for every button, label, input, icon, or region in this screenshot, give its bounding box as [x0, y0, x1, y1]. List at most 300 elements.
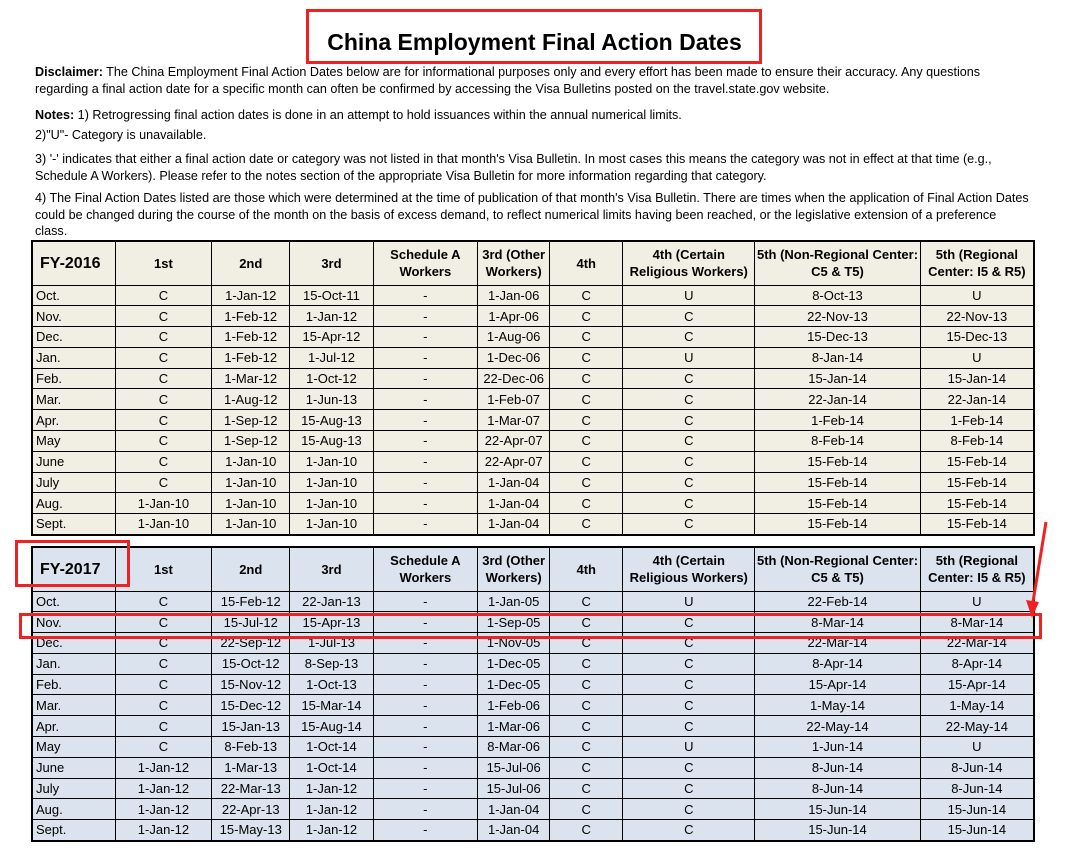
disclaimer-label: Disclaimer: — [35, 65, 103, 79]
date-cell: 15-Nov-12 — [212, 674, 290, 695]
date-cell: C — [550, 327, 623, 348]
date-cell: 1-Jan-10 — [290, 451, 373, 472]
date-cell: C — [550, 514, 623, 535]
date-cell: 1-Oct-12 — [290, 368, 373, 389]
date-cell: - — [373, 285, 478, 306]
date-cell: - — [373, 389, 478, 410]
date-cell: C — [623, 653, 755, 674]
date-cell: 1-Jan-04 — [478, 472, 550, 493]
date-cell: C — [623, 472, 755, 493]
month-cell: May — [32, 737, 115, 758]
date-cell: 15-Aug-13 — [290, 431, 373, 452]
table-row — [32, 431, 1034, 452]
date-cell: 1-Oct-13 — [290, 674, 373, 695]
month-cell: Feb. — [32, 674, 115, 695]
table-row — [32, 612, 1034, 633]
date-cell: C — [623, 778, 755, 799]
table-row — [32, 285, 1034, 306]
fy-2016-header-row — [32, 241, 1034, 285]
date-cell: - — [373, 716, 478, 737]
date-cell: 8-Feb-14 — [920, 431, 1034, 452]
note-1 — [35, 107, 1030, 124]
date-cell: - — [373, 368, 478, 389]
date-cell: 8-Feb-13 — [212, 737, 290, 758]
date-cell: C — [115, 633, 211, 654]
date-cell: 8-Sep-13 — [290, 653, 373, 674]
date-cell: 22-Feb-14 — [755, 591, 920, 612]
date-cell: - — [373, 778, 478, 799]
month-cell: Nov. — [32, 306, 115, 327]
date-cell: 1-May-14 — [920, 695, 1034, 716]
date-cell: 1-Feb-06 — [478, 695, 550, 716]
notes-label: Notes: — [35, 108, 75, 122]
date-cell: 1-Mar-12 — [212, 368, 290, 389]
date-cell: C — [550, 591, 623, 612]
date-cell: C — [623, 493, 755, 514]
date-cell: C — [623, 820, 755, 841]
date-cell: 15-Feb-14 — [920, 451, 1034, 472]
date-cell: C — [623, 431, 755, 452]
table-row — [32, 591, 1034, 612]
month-cell: June — [32, 451, 115, 472]
table-row — [32, 451, 1034, 472]
table-row — [32, 757, 1034, 778]
date-cell: 15-Jul-12 — [212, 612, 290, 633]
date-cell: 1-Feb-07 — [478, 389, 550, 410]
date-cell: 15-Jul-06 — [478, 757, 550, 778]
date-cell: 8-Jun-14 — [920, 757, 1034, 778]
date-cell: 22-May-14 — [755, 716, 920, 737]
date-cell: C — [623, 306, 755, 327]
date-cell: U — [920, 591, 1034, 612]
date-cell: C — [115, 285, 211, 306]
date-cell: 15-Feb-14 — [920, 493, 1034, 514]
date-cell: 1-Jan-12 — [290, 799, 373, 820]
column-header: 4th (Certain Religious Workers) — [623, 547, 755, 591]
date-cell: 1-Aug-06 — [478, 327, 550, 348]
date-cell: C — [550, 389, 623, 410]
date-cell: C — [623, 799, 755, 820]
date-cell: 1-Dec-06 — [478, 347, 550, 368]
month-cell: Mar. — [32, 389, 115, 410]
table-row — [32, 778, 1034, 799]
date-cell: 1-Sep-12 — [212, 410, 290, 431]
date-cell: 15-Dec-12 — [212, 695, 290, 716]
date-cell: 15-Oct-12 — [212, 653, 290, 674]
date-cell: 1-Jan-12 — [290, 820, 373, 841]
date-cell: 1-Sep-12 — [212, 431, 290, 452]
column-header: 5th (Regional Center: I5 & R5) — [920, 547, 1034, 591]
date-cell: 15-Oct-11 — [290, 285, 373, 306]
date-cell: 22-Jan-14 — [920, 389, 1034, 410]
date-cell: C — [115, 472, 211, 493]
table-row — [32, 653, 1034, 674]
date-cell: 1-Jan-12 — [115, 820, 211, 841]
date-cell: 1-Mar-13 — [212, 757, 290, 778]
date-cell: U — [623, 737, 755, 758]
date-cell: C — [115, 653, 211, 674]
date-cell: 1-Jan-04 — [478, 820, 550, 841]
date-cell: U — [623, 347, 755, 368]
date-cell: - — [373, 451, 478, 472]
month-cell: June — [32, 757, 115, 778]
fy-label: FY-2016 — [32, 241, 115, 285]
date-cell: C — [623, 410, 755, 431]
fy-2016-body — [32, 285, 1034, 535]
table-row — [32, 368, 1034, 389]
note-3: 3) '-' indicates that either a final action date or category was not listed in that month's Visa Bulletin. In most cases this means the category was not in effect at that time (e.g., Schedule A Workers). Please refer to the notes section of the appropriate Visa Bulletin for more information regarding that category. — [35, 152, 992, 183]
date-cell: 15-Jun-14 — [755, 799, 920, 820]
date-cell: 15-Apr-14 — [755, 674, 920, 695]
date-cell: 1-Aug-12 — [212, 389, 290, 410]
date-cell: 1-Jan-05 — [478, 591, 550, 612]
column-header: 5th (Regional Center: I5 & R5) — [920, 241, 1034, 285]
date-cell: C — [623, 695, 755, 716]
date-cell: 22-Apr-13 — [212, 799, 290, 820]
date-cell: 15-Feb-14 — [755, 493, 920, 514]
table-row — [32, 493, 1034, 514]
date-cell: C — [550, 674, 623, 695]
column-header: 4th (Certain Religious Workers) — [623, 241, 755, 285]
date-cell: C — [623, 327, 755, 348]
date-cell: - — [373, 591, 478, 612]
date-cell: - — [373, 612, 478, 633]
date-cell: C — [115, 612, 211, 633]
column-header: 4th — [550, 241, 623, 285]
disclaimer — [35, 64, 1030, 97]
month-cell: July — [32, 472, 115, 493]
date-cell: 15-Jan-14 — [755, 368, 920, 389]
date-cell: 1-Jan-04 — [478, 493, 550, 514]
date-cell: 1-Jan-10 — [290, 514, 373, 535]
fy-2017-table — [31, 546, 1035, 842]
date-cell: C — [623, 757, 755, 778]
date-cell: - — [373, 633, 478, 654]
date-cell: 22-Apr-07 — [478, 431, 550, 452]
table-row — [32, 410, 1034, 431]
date-cell: 1-Jan-12 — [115, 757, 211, 778]
date-cell: 15-Apr-12 — [290, 327, 373, 348]
date-cell: 1-Apr-06 — [478, 306, 550, 327]
date-cell: C — [550, 653, 623, 674]
fy-2016-table — [31, 240, 1035, 536]
date-cell: 1-Jun-13 — [290, 389, 373, 410]
date-cell: C — [623, 451, 755, 472]
date-cell: - — [373, 431, 478, 452]
date-cell: C — [115, 695, 211, 716]
column-header: 5th (Non-Regional Center: C5 & T5) — [755, 547, 920, 591]
date-cell: 15-Apr-14 — [920, 674, 1034, 695]
date-cell: 22-Dec-06 — [478, 368, 550, 389]
column-header: 2nd — [212, 241, 290, 285]
table-row — [32, 799, 1034, 820]
date-cell: 22-Apr-07 — [478, 451, 550, 472]
date-cell: 1-Jan-04 — [478, 799, 550, 820]
date-cell: 22-Mar-13 — [212, 778, 290, 799]
date-cell: 1-Feb-12 — [212, 347, 290, 368]
month-cell: Dec. — [32, 327, 115, 348]
date-cell: 15-Apr-13 — [290, 612, 373, 633]
month-cell: Mar. — [32, 695, 115, 716]
column-header: 3rd — [290, 547, 373, 591]
date-cell: C — [550, 410, 623, 431]
date-cell: 1-Jan-10 — [290, 472, 373, 493]
date-cell: 1-Jul-12 — [290, 347, 373, 368]
date-cell: C — [550, 737, 623, 758]
month-cell: Apr. — [32, 410, 115, 431]
date-cell: - — [373, 737, 478, 758]
date-cell: 8-Jun-14 — [920, 778, 1034, 799]
date-cell: 8-Jun-14 — [755, 757, 920, 778]
date-cell: 15-Feb-14 — [755, 472, 920, 493]
date-cell: 1-Jan-12 — [290, 778, 373, 799]
column-header: 5th (Non-Regional Center: C5 & T5) — [755, 241, 920, 285]
month-cell: Oct. — [32, 591, 115, 612]
column-header: 4th — [550, 547, 623, 591]
date-cell: 22-Nov-13 — [920, 306, 1034, 327]
fy-2017-body — [32, 591, 1034, 841]
date-cell: C — [550, 347, 623, 368]
month-cell: Sept. — [32, 820, 115, 841]
column-header: 3rd (Other Workers) — [478, 241, 550, 285]
date-cell: - — [373, 653, 478, 674]
date-cell: - — [373, 347, 478, 368]
date-cell: C — [550, 472, 623, 493]
month-cell: Apr. — [32, 716, 115, 737]
date-cell: 15-Jan-14 — [920, 368, 1034, 389]
date-cell: 1-Feb-12 — [212, 306, 290, 327]
table-row — [32, 820, 1034, 841]
table-row — [32, 695, 1034, 716]
date-cell: C — [623, 674, 755, 695]
fy-label: FY-2017 — [32, 547, 115, 591]
date-cell: 22-May-14 — [920, 716, 1034, 737]
date-cell: C — [623, 368, 755, 389]
date-cell: 1-Mar-07 — [478, 410, 550, 431]
date-cell: 22-Nov-13 — [755, 306, 920, 327]
date-cell: 8-Jan-14 — [755, 347, 920, 368]
date-cell: 1-Jan-10 — [290, 493, 373, 514]
month-cell: Oct. — [32, 285, 115, 306]
date-cell: U — [920, 285, 1034, 306]
date-cell: 15-Dec-13 — [920, 327, 1034, 348]
date-cell: - — [373, 327, 478, 348]
fy-2017-header-row — [32, 547, 1034, 591]
date-cell: C — [550, 451, 623, 472]
date-cell: C — [550, 431, 623, 452]
date-cell: U — [920, 347, 1034, 368]
date-cell: 1-May-14 — [755, 695, 920, 716]
date-cell: C — [550, 695, 623, 716]
page-title: China Employment Final Action Dates — [327, 29, 742, 55]
date-cell: 1-Feb-12 — [212, 327, 290, 348]
disclaimer-text: The China Employment Final Action Dates below are for informational purposes only and every effort has been made to ensure their accuracy. Any questions regarding a final action date for a specific month can often be confirmed by accessing the Visa Bulletins posted on the travel.state.gov website. — [35, 65, 981, 96]
date-cell: 1-Jan-10 — [115, 514, 211, 535]
table-row — [32, 472, 1034, 493]
date-cell: - — [373, 757, 478, 778]
month-cell: May — [32, 431, 115, 452]
date-cell: C — [115, 451, 211, 472]
date-cell: 8-Mar-06 — [478, 737, 550, 758]
date-cell: 1-Dec-05 — [478, 674, 550, 695]
date-cell: C — [115, 327, 211, 348]
date-cell: - — [373, 410, 478, 431]
table-row — [32, 347, 1034, 368]
date-cell: C — [115, 737, 211, 758]
date-cell: 1-Dec-05 — [478, 653, 550, 674]
date-cell: 15-Jul-06 — [478, 778, 550, 799]
date-cell: 1-Jan-04 — [478, 514, 550, 535]
table-row — [32, 716, 1034, 737]
date-cell: C — [623, 633, 755, 654]
date-cell: C — [115, 306, 211, 327]
date-cell: - — [373, 820, 478, 841]
date-cell: 1-Jan-12 — [212, 285, 290, 306]
table-row — [32, 737, 1034, 758]
column-header: 1st — [115, 547, 211, 591]
date-cell: 8-Oct-13 — [755, 285, 920, 306]
date-cell: 22-Jan-13 — [290, 591, 373, 612]
date-cell: C — [115, 716, 211, 737]
date-cell: C — [623, 612, 755, 633]
date-cell: - — [373, 306, 478, 327]
date-cell: 8-Jun-14 — [755, 778, 920, 799]
date-cell: 15-Jun-14 — [920, 820, 1034, 841]
month-cell: Jan. — [32, 653, 115, 674]
date-cell: 1-Jul-13 — [290, 633, 373, 654]
date-cell: C — [623, 389, 755, 410]
date-cell: 1-Oct-14 — [290, 737, 373, 758]
date-cell: - — [373, 674, 478, 695]
date-cell: C — [550, 799, 623, 820]
date-cell: 1-Oct-14 — [290, 757, 373, 778]
date-cell: 1-Jan-10 — [212, 472, 290, 493]
date-cell: C — [623, 514, 755, 535]
month-cell: Feb. — [32, 368, 115, 389]
date-cell: 8-Apr-14 — [920, 653, 1034, 674]
date-cell: U — [623, 591, 755, 612]
date-cell: C — [115, 674, 211, 695]
note-2: 2)"U"- Category is unavailable. — [35, 128, 207, 142]
note-1-text: 1) Retrogressing final action dates is done in an attempt to hold issuances within the annual numerical limits. — [74, 108, 682, 122]
date-cell: C — [550, 633, 623, 654]
month-cell: Jan. — [32, 347, 115, 368]
date-cell: 1-Jan-12 — [115, 799, 211, 820]
date-cell: 8-Feb-14 — [755, 431, 920, 452]
date-cell: C — [550, 285, 623, 306]
date-cell: C — [550, 368, 623, 389]
date-cell: 15-Aug-14 — [290, 716, 373, 737]
date-cell: 1-Feb-14 — [755, 410, 920, 431]
date-cell: U — [920, 737, 1034, 758]
date-cell: C — [550, 820, 623, 841]
date-cell: 15-Feb-12 — [212, 591, 290, 612]
date-cell: 15-Jun-14 — [920, 799, 1034, 820]
date-cell: 15-Feb-14 — [920, 514, 1034, 535]
note-4: 4) The Final Action Dates listed are those which were determined at the time of publication of that month's Visa Bulletin. There are times when the application of Final Action Dates could be changed during the course of the month on the basis of excess demand, to reflect numerical limits having been reached, or the legislative extension of a preference class. — [35, 191, 1029, 238]
date-cell: 15-Jan-13 — [212, 716, 290, 737]
column-header: 3rd (Other Workers) — [478, 547, 550, 591]
date-cell: C — [115, 389, 211, 410]
date-cell: C — [550, 306, 623, 327]
date-cell: 1-Jan-12 — [290, 306, 373, 327]
date-cell: 1-Jan-06 — [478, 285, 550, 306]
table-row — [32, 327, 1034, 348]
month-cell: July — [32, 778, 115, 799]
date-cell: 1-Mar-06 — [478, 716, 550, 737]
date-cell: C — [115, 347, 211, 368]
table-row — [32, 514, 1034, 535]
date-cell: C — [115, 591, 211, 612]
table-row — [32, 306, 1034, 327]
date-cell: 15-Feb-14 — [920, 472, 1034, 493]
date-cell: C — [550, 716, 623, 737]
date-cell: 15-Mar-14 — [290, 695, 373, 716]
table-row — [32, 633, 1034, 654]
date-cell: U — [623, 285, 755, 306]
table-row — [32, 389, 1034, 410]
table-row — [32, 674, 1034, 695]
month-cell: Dec. — [32, 633, 115, 654]
date-cell: 15-Dec-13 — [755, 327, 920, 348]
date-cell: 8-Mar-14 — [920, 612, 1034, 633]
date-cell: 1-Jan-12 — [115, 778, 211, 799]
column-header: Schedule A Workers — [373, 547, 478, 591]
month-cell: Aug. — [32, 493, 115, 514]
month-cell: Nov. — [32, 612, 115, 633]
date-cell: C — [550, 493, 623, 514]
column-header: Schedule A Workers — [373, 241, 478, 285]
date-cell: 8-Mar-14 — [755, 612, 920, 633]
column-header: 3rd — [290, 241, 373, 285]
month-cell: Sept. — [32, 514, 115, 535]
column-header: 1st — [115, 241, 211, 285]
date-cell: - — [373, 514, 478, 535]
date-cell: - — [373, 493, 478, 514]
date-cell: 8-Apr-14 — [755, 653, 920, 674]
date-cell: C — [115, 431, 211, 452]
date-cell: - — [373, 695, 478, 716]
date-cell: 1-Jan-10 — [212, 451, 290, 472]
date-cell: C — [550, 778, 623, 799]
date-cell: 1-Feb-14 — [920, 410, 1034, 431]
date-cell: 15-May-13 — [212, 820, 290, 841]
date-cell: 1-Jun-14 — [755, 737, 920, 758]
date-cell: 1-Jan-10 — [115, 493, 211, 514]
date-cell: C — [115, 410, 211, 431]
date-cell: 22-Sep-12 — [212, 633, 290, 654]
date-cell: 15-Feb-14 — [755, 451, 920, 472]
date-cell: C — [550, 757, 623, 778]
column-header: 2nd — [212, 547, 290, 591]
date-cell: 22-Mar-14 — [920, 633, 1034, 654]
date-cell: - — [373, 472, 478, 493]
date-cell: 1-Sep-05 — [478, 612, 550, 633]
date-cell: 15-Feb-14 — [755, 514, 920, 535]
date-cell: 22-Jan-14 — [755, 389, 920, 410]
date-cell: 1-Jan-10 — [212, 493, 290, 514]
date-cell: 1-Nov-05 — [478, 633, 550, 654]
date-cell: C — [115, 368, 211, 389]
date-cell: 1-Jan-10 — [212, 514, 290, 535]
date-cell: C — [623, 716, 755, 737]
date-cell: 15-Jun-14 — [755, 820, 920, 841]
date-cell: C — [550, 612, 623, 633]
date-cell: 22-Mar-14 — [755, 633, 920, 654]
date-cell: - — [373, 799, 478, 820]
date-cell: 15-Aug-13 — [290, 410, 373, 431]
month-cell: Aug. — [32, 799, 115, 820]
